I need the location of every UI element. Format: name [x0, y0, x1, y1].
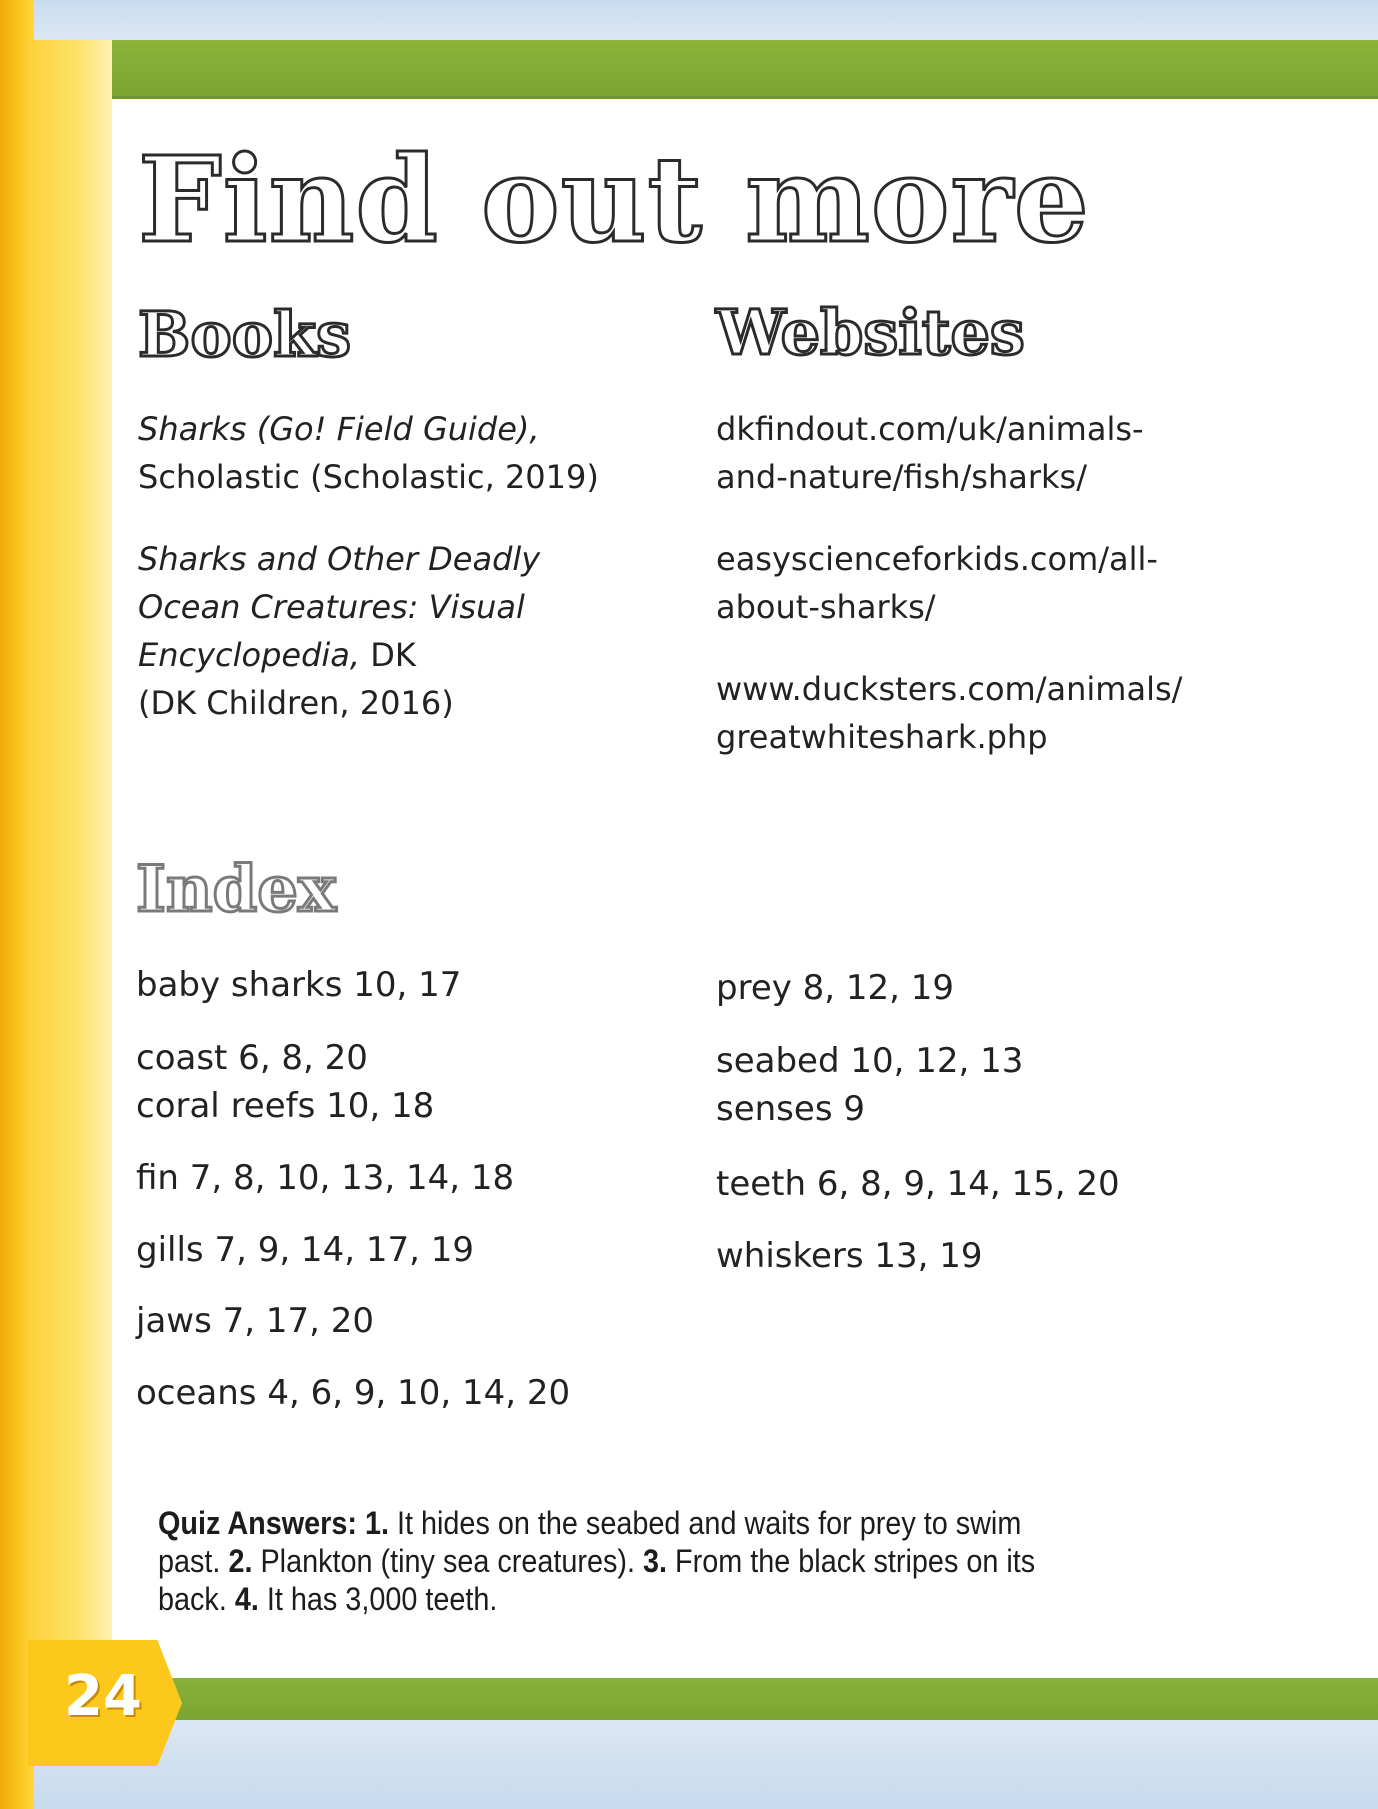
index-entry: gills 7, 9, 14, 17, 19	[136, 1230, 474, 1270]
website-line-2: and-nature/fish/sharks/	[716, 458, 1087, 496]
page-title: Find out more	[138, 130, 1090, 269]
quiz-number-3: 3.	[643, 1543, 668, 1579]
yellow-side-bar	[28, 40, 112, 1680]
books-heading: Books	[138, 298, 351, 371]
index-entry: baby sharks 10, 17	[136, 965, 462, 1005]
book-publisher: Scholastic (Scholastic, 2019)	[138, 458, 599, 496]
book-entry-1	[138, 405, 658, 501]
quiz-answers	[158, 1504, 1058, 1618]
book-title: Sharks (Go! Field Guide),	[138, 410, 540, 448]
websites-heading: Websites	[716, 296, 1025, 369]
index-entry: whiskers 13, 19	[716, 1236, 983, 1276]
quiz-number-2: 2.	[228, 1543, 253, 1579]
book-author: DK	[360, 636, 416, 674]
index-entry: prey 8, 12, 19	[716, 968, 955, 1008]
book-title-line-2: Ocean Creatures: Visual	[138, 588, 525, 626]
index-entry: seabed 10, 12, 13	[716, 1041, 1024, 1081]
index-heading: Index	[136, 852, 337, 927]
bottom-green-stripe	[150, 1678, 1378, 1720]
website-line-1: easyscienceforkids.com/all-	[716, 540, 1158, 578]
book-publisher: (DK Children, 2016)	[138, 684, 454, 722]
index-entry: coast 6, 8, 20	[136, 1038, 368, 1078]
page-number: 24	[64, 1664, 142, 1729]
index-entry: jaws 7, 17, 20	[136, 1301, 374, 1341]
quiz-number-4: 4.	[234, 1581, 259, 1617]
website-line-1: www.ducksters.com/animals/	[716, 670, 1183, 708]
book-entry-2	[138, 535, 658, 727]
bottom-water-band	[0, 1720, 1378, 1809]
quiz-answer-1: It hides on the seabed and waits for prey to swim past.	[158, 1505, 1022, 1579]
index-entry: senses 9	[716, 1089, 865, 1129]
website-line-2: greatwhiteshark.php	[716, 718, 1048, 756]
website-line-2: about-sharks/	[716, 588, 936, 626]
website-entry-3[interactable]	[716, 665, 1276, 761]
index-entry: fin 7, 8, 10, 13, 14, 18	[136, 1158, 515, 1198]
index-entry: oceans 4, 6, 9, 10, 14, 20	[136, 1373, 571, 1413]
website-entry-1[interactable]	[716, 405, 1276, 501]
quiz-answer-4: It has 3,000 teeth.	[258, 1581, 498, 1617]
quiz-answer-3: From the black stripes on its back.	[158, 1543, 1036, 1617]
index-entry: coral reefs 10, 18	[136, 1086, 435, 1126]
website-entry-2[interactable]	[716, 535, 1276, 631]
quiz-answer-2: Plankton (tiny sea creatures).	[252, 1543, 644, 1579]
book-title-line-1: Sharks and Other Deadly	[138, 540, 541, 578]
index-entry: teeth 6, 8, 9, 14, 15, 20	[716, 1164, 1120, 1204]
book-title-line-3: Encyclopedia,	[138, 636, 361, 674]
top-water-band	[0, 0, 1378, 40]
website-line-1: dkfindout.com/uk/animals-	[716, 410, 1144, 448]
quiz-label: Quiz Answers: 1.	[158, 1505, 389, 1541]
top-green-stripe	[28, 40, 1378, 99]
